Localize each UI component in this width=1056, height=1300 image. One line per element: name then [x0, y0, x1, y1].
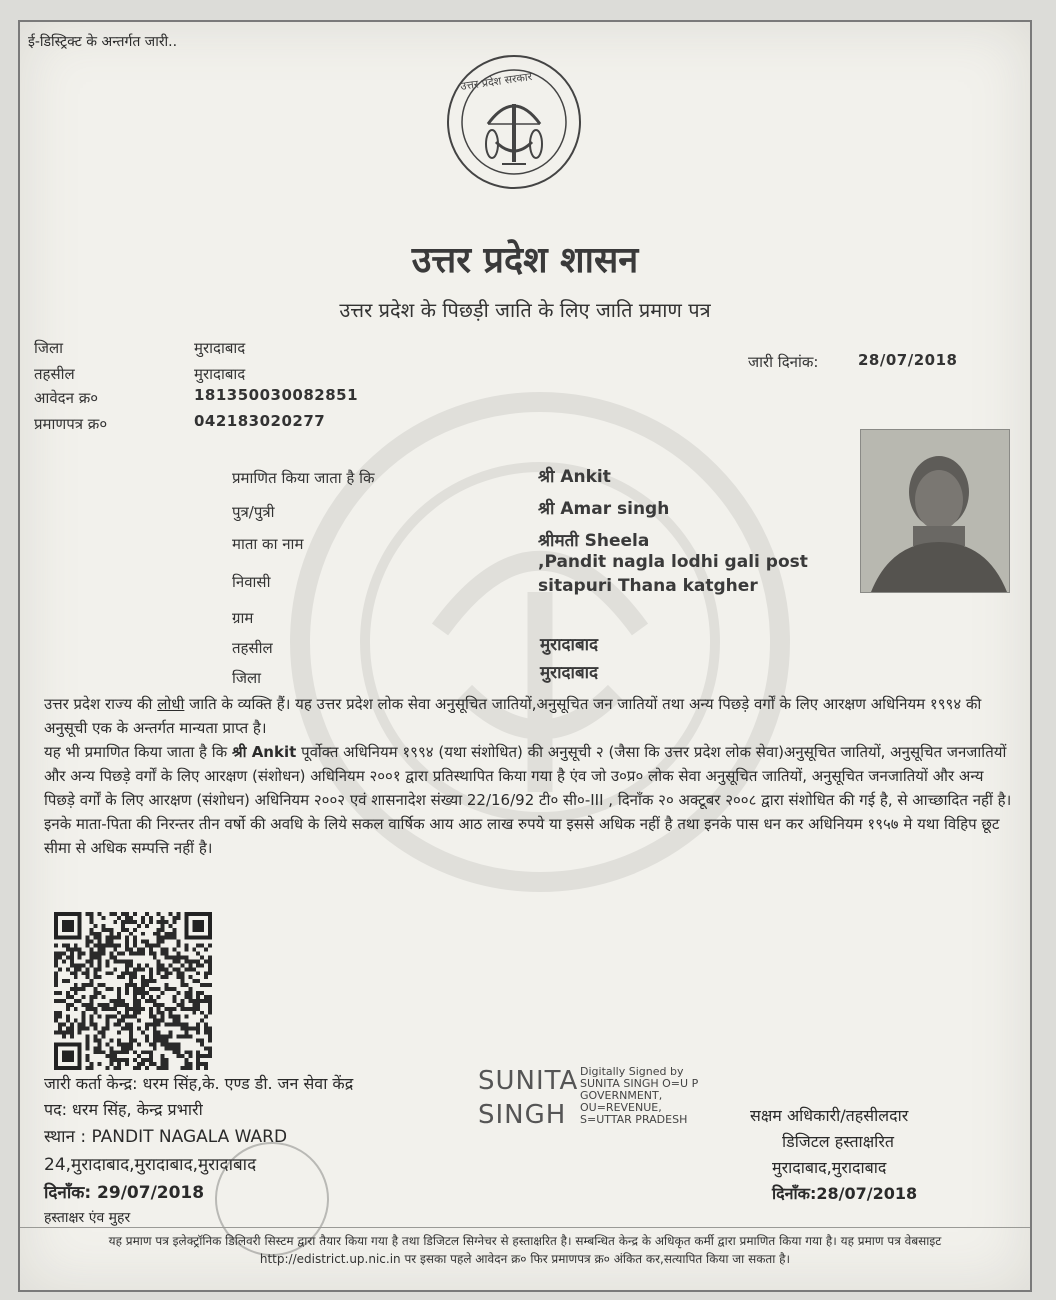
certificate-label: प्रमाणपत्र क्र०: [34, 415, 108, 433]
authority-date: दिनाँक:28/07/2018: [772, 1184, 918, 1203]
resident-label: निवासी: [232, 573, 271, 591]
address-line-1: ,Pandit nagla lodhi gali post: [538, 552, 808, 572]
authority-digital: डिजिटल हस्ताक्षरित: [782, 1132, 894, 1151]
certificate-number: 042183020277: [194, 412, 326, 430]
page-title: उत्तर प्रदेश शासन: [411, 239, 639, 281]
issuer-place-line-2: 24,मुरादाबाद,मुरादाबाद,मुरादाबाद: [44, 1155, 257, 1175]
page-subtitle: उत्तर प्रदेश के पिछड़ी जाति के लिए जाति प्रमाण पत्र: [339, 298, 711, 322]
issuer-place-line-1: स्थान : PANDIT NAGALA WARD: [44, 1127, 288, 1147]
para1-end: जाति के व्यक्ति हैं। यह उत्तर प्रदेश लोक सेवा अनुसूचित जातियों,अनुसूचित जन जातियों तथा अन्य पिछड़े वर्गों के लिए आरक्षण अधिनियम १९९४ की अनुसूची एक के अन्तर्गत मान्यता प्राप्त है।: [44, 695, 982, 737]
signature-label: हस्ताक्षर एंव मुहर: [44, 1210, 131, 1226]
certificate-page: [18, 20, 1032, 1292]
person-name: श्री Ankit: [538, 467, 611, 487]
mother-label: माता का नाम: [232, 535, 304, 553]
footer-text-start: यह प्रमाण पत्र इलेक्ट्रॉनिक डिलिवरी सिस्टम द्वारा तैयार किया गया है तथा डिजिटल सिग्नेचर से हस्ताक्षरित है। सम्बन्धित केन्द्र के अधिकृत कर्मी द्वारा प्रमाणित किया गया है। यह प्रमाण पत्र वेबसाइट: [108, 1234, 942, 1248]
paragraph-certification: [44, 740, 1014, 860]
issuer-post: पद: धरम सिंह, केन्द्र प्रभारी: [44, 1100, 203, 1119]
district-label: जिला: [34, 339, 64, 357]
caste-name: लोधी: [157, 695, 185, 713]
emblem-text: उत्तर प्रदेश सरकार: [459, 70, 533, 93]
top-left-note: ई-डिस्ट्रिक्ट के अन्तर्गत जारी..: [28, 34, 178, 50]
village-label: ग्राम: [232, 609, 254, 627]
para2-start: यह भी प्रमाणित किया जाता है कि: [44, 743, 228, 761]
qr-code: [52, 912, 214, 1070]
footer-url[interactable]: http://edistrict.up.nic.in: [259, 1252, 401, 1266]
footer-text-end: पर इसका पहले आवेदन क्र० फिर प्रमाणपत्र क्र० अंकित कर,सत्यापित किया जा सकता है।: [404, 1252, 791, 1266]
footer-note: [40, 1232, 1010, 1268]
digital-signer-last-name: SINGH: [478, 1100, 567, 1130]
issuer-date: दिनाँक: 29/07/2018: [44, 1183, 205, 1203]
paragraph-caste: [44, 692, 1014, 740]
father-name: श्री Amar singh: [538, 499, 670, 519]
issue-date-value: 28/07/2018: [858, 351, 958, 369]
relation-label: पुत्र/पुत्री: [232, 503, 275, 521]
issuer-center: जारी कर्ता केन्द्र: धरम सिंह,के. एण्ड डी. जन सेवा केंद्र: [44, 1074, 354, 1093]
tehsil-label: तहसील: [34, 365, 75, 383]
para1-start: उत्तर प्रदेश राज्य की: [44, 695, 153, 713]
issue-date-label: जारी दिनांक:: [748, 353, 819, 371]
digital-signer-first-name: SUNITA: [478, 1066, 579, 1096]
para2-end: पूर्वोक्त अधिनियम १९९४ (यथा संशोधित) की अनुसूची २ (जैसा कि उत्तर प्रदेश लोक सेवा)अनुसूचित जातियों, अनुसूचित जनजातियों और अन्य पिछड़े वर्गों के लिए आरक्षण (संशोधन) अधिनियम २००१ द्वारा प्रतिस्थापित किया गया है एंव जो उ०प्र० लोक सेवा अनुसूचित जातियों, अनुसूचित जनजातियों और अन्य पिछड़े वर्गों के लिए आरक्षण (संशोधन) अधिनियम २००२ एवं शासनादेश संख्या 22/16/92 टी० सी०-III , दिनाँक २० अक्टूबर २००८ द्वारा संशोधित की गई है, से आच्छादित नहीं है।इनके माता-पिता की निरन्तर तीन वर्षो की अवधि के लिये सकल वार्षिक आय आठ लाख रुपये या इससे अधिक नहीं है तथा इनके पास धन कर अधिनियम १९५७ मे यथा विहिप छूट सीमा से अधिक सम्पत्ति नहीं है।: [44, 743, 1012, 857]
mother-name: श्रीमती Sheela: [538, 531, 650, 551]
application-number: 181350030082851: [194, 386, 359, 404]
authority-location: मुरादाबाद,मुरादाबाद: [772, 1158, 887, 1177]
authority-title: सक्षम अधिकारी/तहसीलदार: [750, 1106, 909, 1125]
digital-signature-info: Digitally Signed by SUNITA SINGH O=U P GOVERNMENT, OU=REVENUE, S=UTTAR PRADESH: [580, 1065, 699, 1126]
para2-name: श्री Ankit: [231, 743, 297, 761]
footer-divider: [20, 1227, 1030, 1228]
person-district-value: मुरादाबाद: [540, 663, 599, 683]
district-value: मुरादाबाद: [194, 339, 246, 357]
person-district-label: जिला: [232, 669, 262, 687]
person-tehsil-label: तहसील: [232, 639, 273, 657]
person-tehsil-value: मुरादाबाद: [540, 635, 599, 655]
applicant-photo: [860, 429, 1010, 593]
tehsil-value: मुरादाबाद: [194, 365, 246, 383]
certify-label: प्रमाणित किया जाता है कि: [232, 469, 375, 487]
application-label: आवेदन क्र०: [34, 389, 99, 407]
address-line-2: sitapuri Thana katgher: [538, 576, 758, 596]
